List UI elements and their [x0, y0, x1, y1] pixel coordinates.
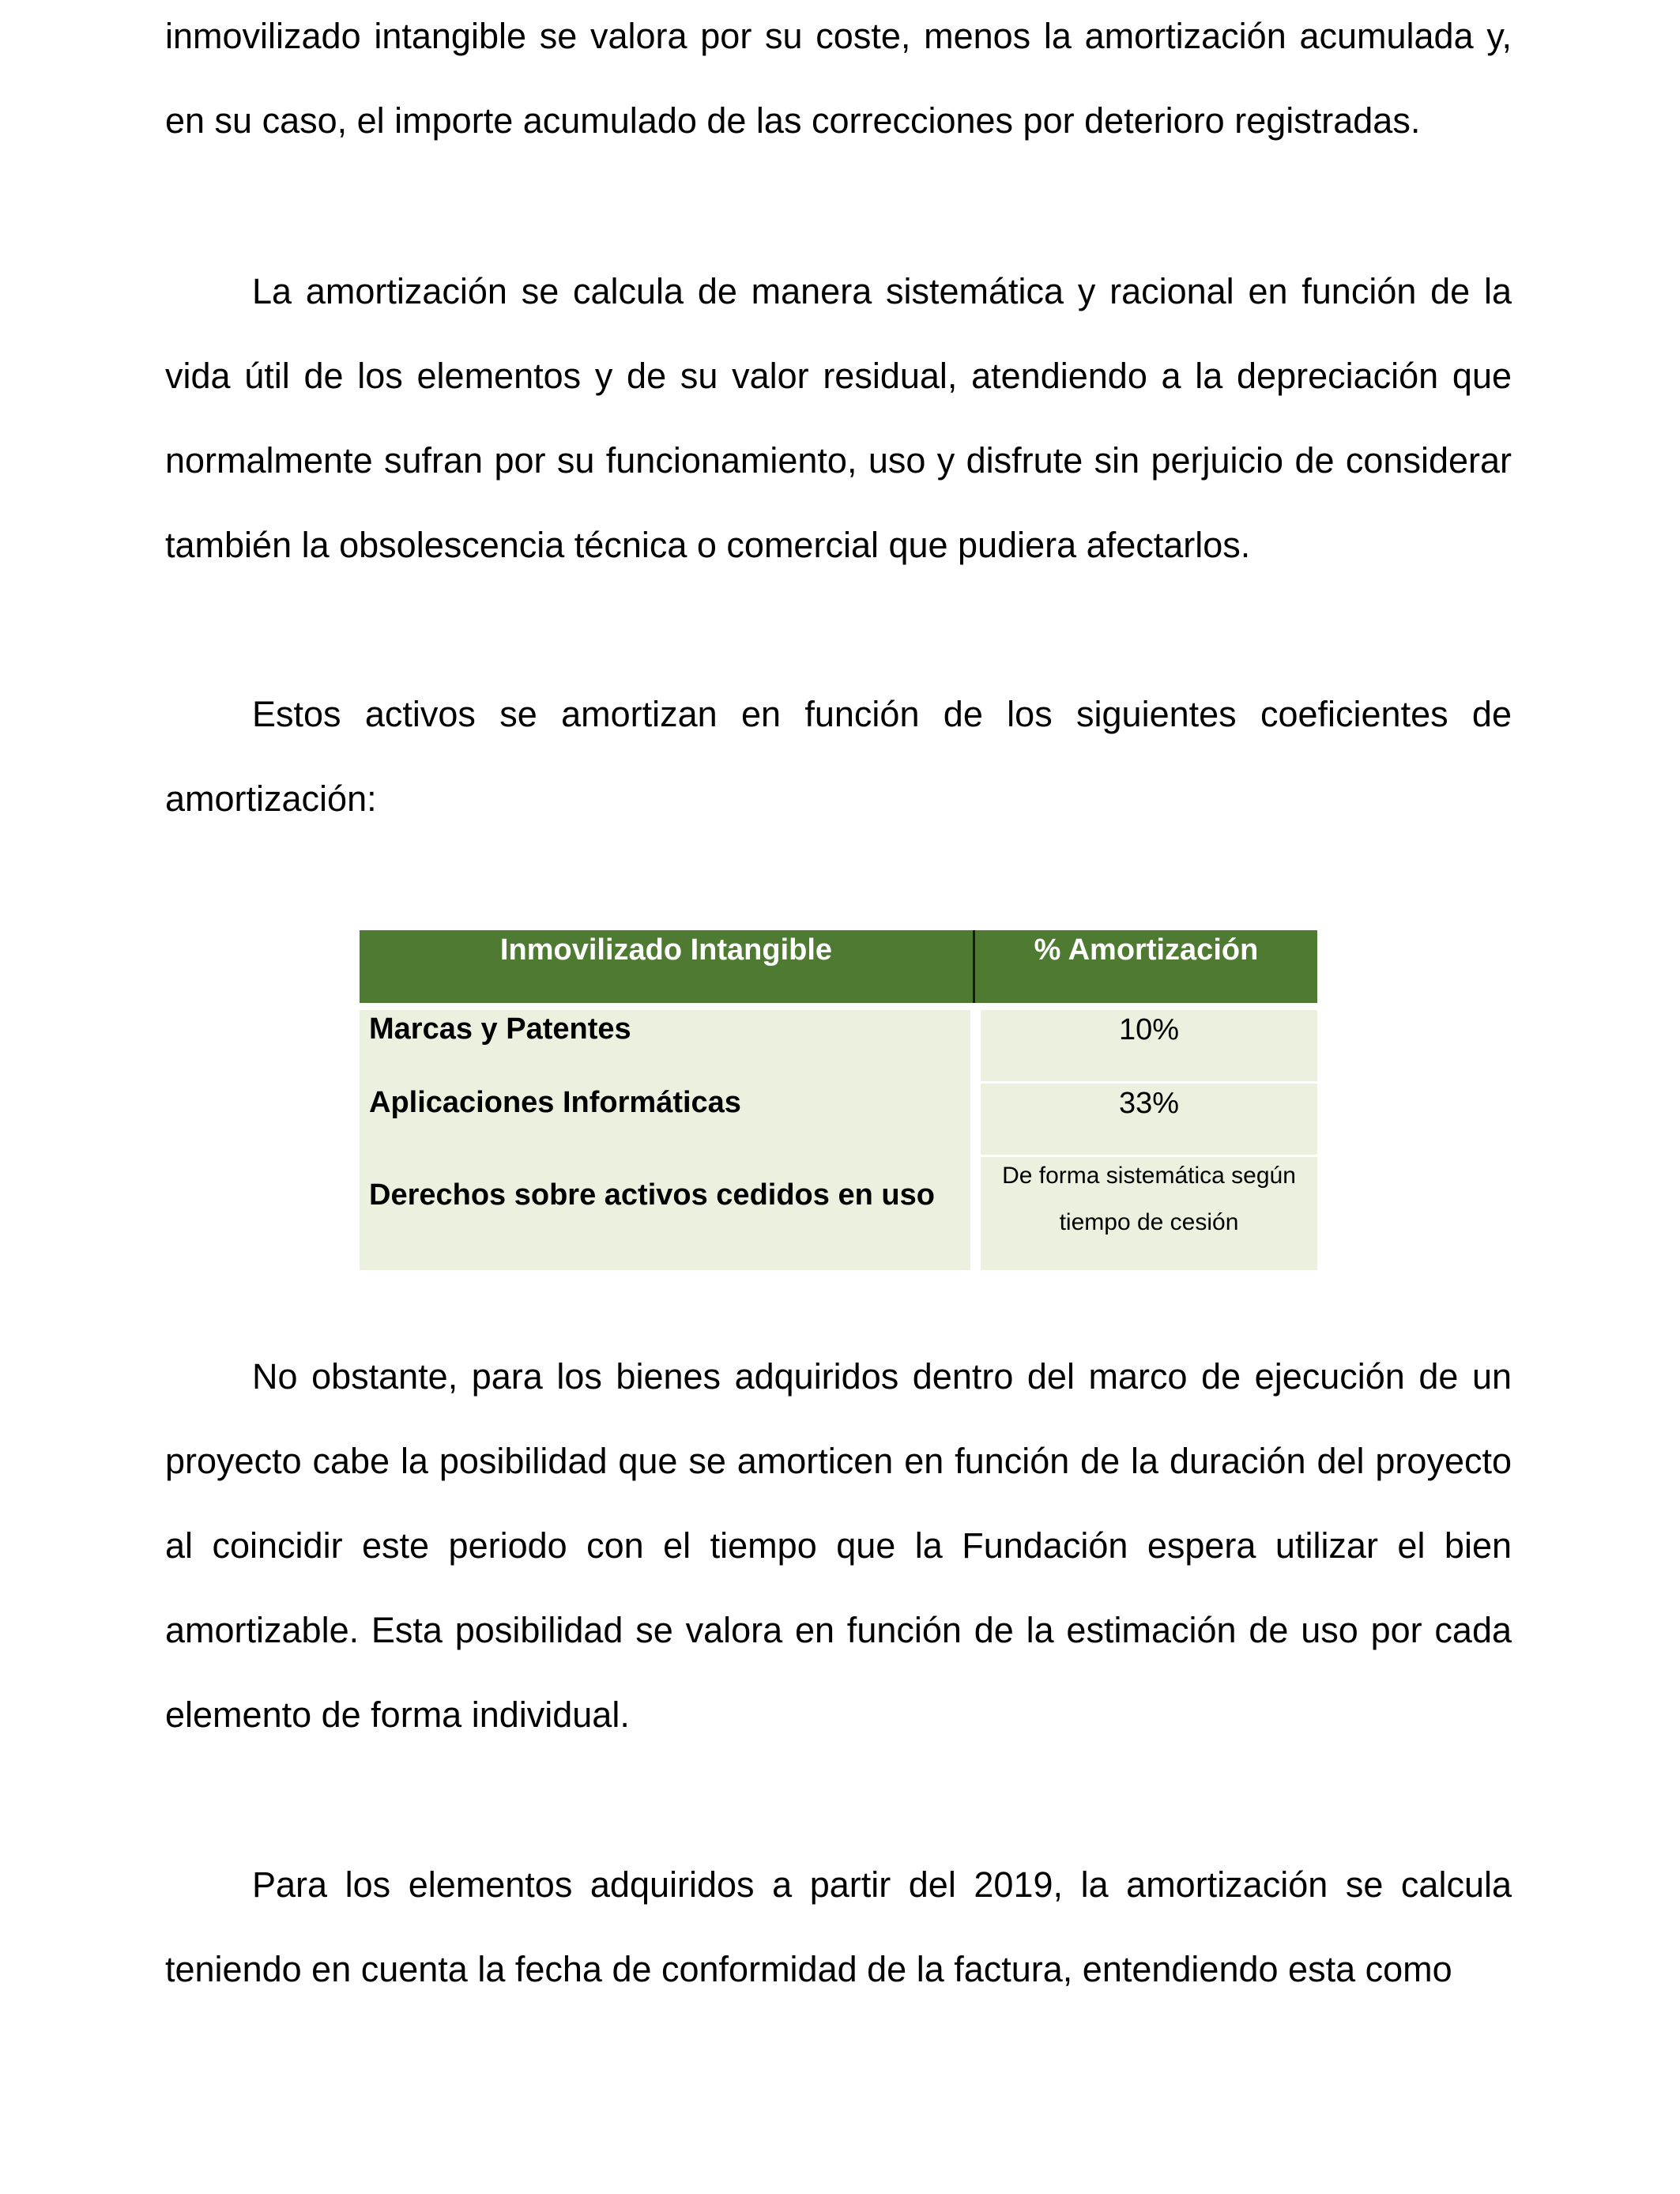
- rate-value: 33%: [1118, 1087, 1180, 1120]
- paragraph-amortization-method: La amortización se calcula de manera sistemática y racional en función de la vida útil de los elementos y de su valor residual, atendiendo a la depreciación que normalmente sufran por su funcionamiento, uso y disfrute sin perjuicio de considerar también la obsolescencia técnica o comercial que pudiera afectarlos.: [165, 271, 1512, 565]
- table-header-rate: % Amortización: [975, 930, 1317, 1003]
- paragraph-2019-assets: Para los elementos adquiridos a partir del 2019, la amortización se calcula teniendo en cuenta la fecha de conformidad de la factura, entendiendo esta como: [165, 1864, 1512, 1989]
- table-header-asset: Inmovilizado Intangible: [360, 930, 975, 1003]
- table-cell-asset: Derechos sobre activos cedidos en uso: [369, 1178, 935, 1212]
- rate-value-line1: De forma sistemática según: [1002, 1163, 1296, 1189]
- table-cell-asset: Aplicaciones Informáticas: [369, 1086, 741, 1119]
- paragraph-project-assets: No obstante, para los bienes adquiridos dentro del marco de ejecución de un proyecto cabe la posibilidad que se amorticen en función de la duración del proyecto al coincidir este periodo con el tiempo que la Fundación espera utilizar el bien amortizable. Esta posibilidad se valora en función de la estimación de uso por cada elemento de forma individual.: [165, 1356, 1512, 1735]
- table-cell-asset: Marcas y Patentes: [369, 1012, 631, 1046]
- paragraph-valuation: inmovilizado intangible se valora por su coste, menos la amortización acumulada y, en su caso, el importe acumulado de las correcciones por deterioro registradas.: [165, 16, 1512, 141]
- rate-value: 10%: [1118, 1013, 1180, 1046]
- rate-value-line2: tiempo de cesión: [1059, 1209, 1239, 1235]
- table-asset-column: [360, 1010, 970, 1270]
- table-cell-rate: [981, 1157, 1317, 1270]
- paragraph-coefficients-intro: Estos activos se amortizan en función de los siguientes coeficientes de amortización:: [165, 694, 1512, 819]
- amortization-table: [360, 930, 1317, 1270]
- table-cell-rate: [981, 1010, 1317, 1081]
- table-cell-rate: [981, 1084, 1317, 1155]
